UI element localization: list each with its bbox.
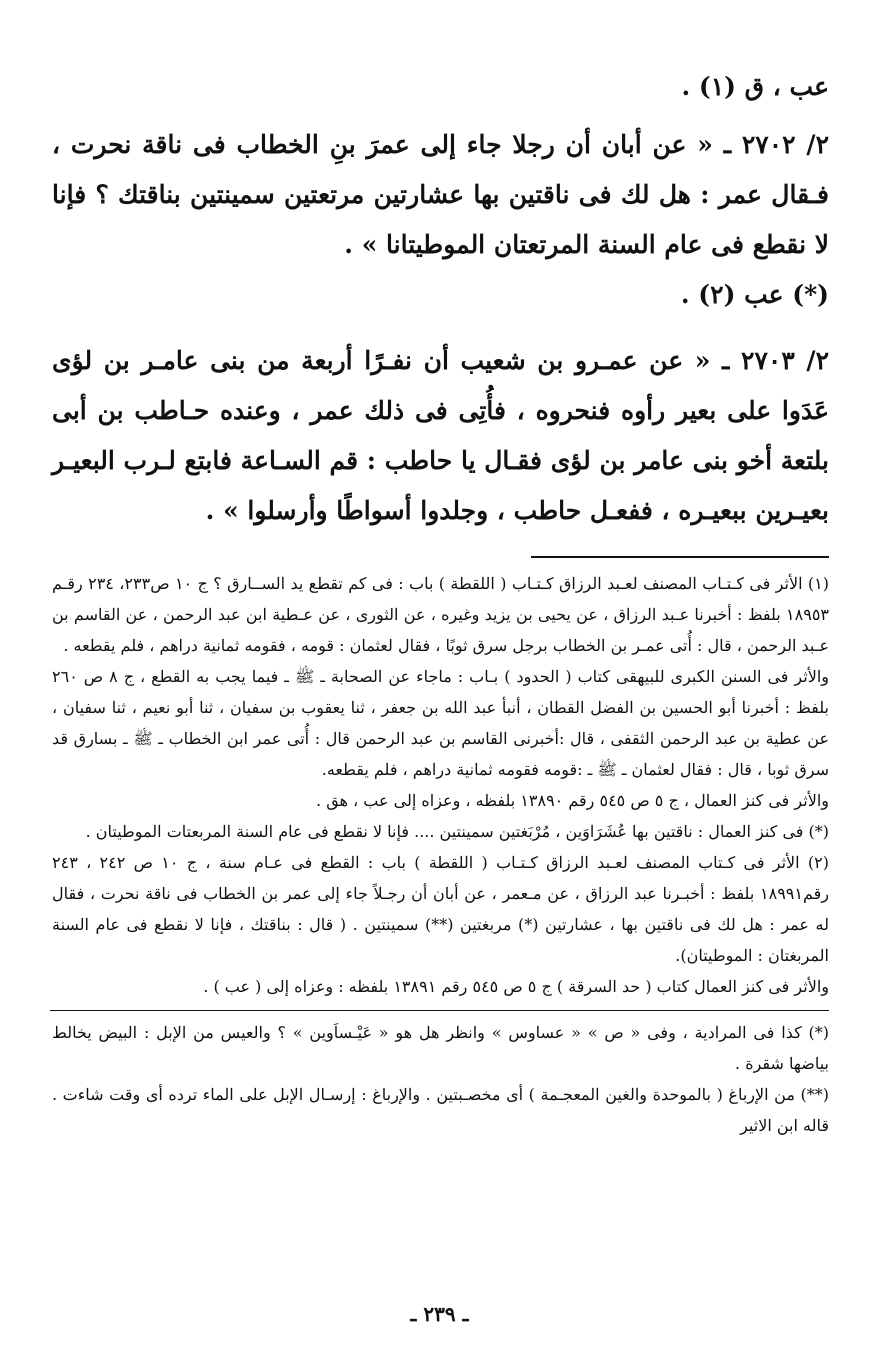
footnote-2: (٢) الأثر فى كـتاب المصنف لعـبد الرزاق كـتـاب ( اللقطة ) باب : القطع فى عـام سنة ، ج ١٠ ص ٢٤٢ ، ٢٤٣ رقم١٨٩٩١ بلفظ : أخبـرنا عبد الرزاق ، عن مـعمر ، عن أبان أن رجـلاً جاء إلى عمر بن الخطاب فى ناقة نحرت ، فقال له عمر : هل لك فى ناقتين بها ، عشارتين (*) مربغتين (**) سمينتين . ( قال : بناقتك ، فإنا لا نقطع فى عام السنة المربغتان : الموطيتان). xyxy=(52,853,830,965)
footnote-1-bayhaqi: والأثر فى السنن الكبرى للبيهقى كتاب ( الحدود ) بـاب : ماجاء عن الصحابة ـ ﷺ ـ فيما يجب به القطع ، ج ٨ ص ٢٦٠ بلفظ : أخبرنا أبو الحسين بن الفضل القطان ، أنبأ عبد الله بن جعفر ، ثنا يعقوب بن سفيان ، ثنا أبو نعيم ، ثنا سفيان ، عن عطية بن عبد الرحمن الثقفى ، قال :أخبرنى القاسم بن عبد الرحمن قال : أُتى عمر ابن الخطاب ـ ﷺ ـ بسارق قد سرق ثوبا ، قال : فقال لعثمان ـ ﷺ ـ :قومه فقومه ثمانية دراهم ، فلم يقطعه. xyxy=(52,667,830,779)
entry-2703: ٢/ ٢٧٠٣ ـ « عن عمـرو بن شعيب أن نفـرًا أربعة من بنى عامـر بن لؤى عَدَوا على بعير رأوه فنحروه ، فأُتِى فى ذلك عمر ، وعنده حـاطب بن أبى بلتعة أخو بنى عامر بن لؤى فقـال يا حاطب : قم السـاعة فابتع لـرب البعيـر بعيـرين ببعيـره ، ففعـل حاطب ، وجلدوا أسواطًا وأرسلوا » . xyxy=(52,346,829,525)
page-number: ـ ٢٣٩ ـ xyxy=(410,1302,469,1326)
footnote-star: (*) فى كنز العمال : ناقتين بها عُشَرَاوَين ، مُرْبَغتين سمينتين .... فإنا لا نقطع فى عام السنة المربعتات الموطيتان . xyxy=(85,822,829,841)
source-line-1: عب ، ق (١) . xyxy=(681,72,829,101)
footnotes xyxy=(52,568,829,1002)
note-double-star: (**) من الإرباغ ( بالموحدة والغين المعجـمة ) أى مخصـبتين . والإرباغ : إرسـال الإبل على الماء ترده أى وقت شاءت . قاله ابن الاثير xyxy=(52,1085,829,1135)
main-text xyxy=(52,62,829,536)
note-star: (*) كذا فى المرادية ، وفى « ص » « عساوس » وانظر هل هو « عَيْـساَوين » ؟ والعيس من الإبل : البيض يخالط بياضها شقرة . xyxy=(52,1023,829,1073)
source-line-2: (*) عب (٢) . xyxy=(680,280,829,309)
footnote-1: (١) الأثر فى كـتـاب المصنف لعـبد الرزاق كـتـاب ( اللقطة ) باب : فى كم تقطع يد الســارق ؟ ج ١٠ ص٢٣٣، ٢٣٤ رقـم ١٨٩٥٣ بلفظ : أخبرنا عـبد الرزاق ، عن يحيى بن يزيد وغيره ، عن الثورى ، عن عـطية ابن عبد الرحمن ، عن القاسم بن عـبد الرحمن ، قال : أُتى عمـر بن الخطاب برجل سرق ثوبًا ، فقال لعثمان : قومه ، فقومه ثمانية دراهم ، فلم يقطعه . xyxy=(52,574,830,655)
notes-divider xyxy=(50,1010,829,1011)
footnote-1-kanz: والأثر فى كنز العمال ، ج ٥ ص ٥٤٥ رقم ١٣٨٩٠ بلفظه ، وعزاه إلى عب ، هق . xyxy=(316,791,829,810)
footnote-2-kanz: والأثر فى كنز العمال كتاب ( حد السرقة ) ج ٥ ص ٥٤٥ رقم ١٣٨٩١ بلفظه : وعزاه إلى ( عب ) . xyxy=(203,977,829,996)
entry-2702: ٢/ ٢٧٠٢ ـ « عن أبان أن رجلا جاء إلى عمرَ بنِ الخطاب فى ناقة نحرت ، فـقال عمر : هل لك فى ناقتين بها عشارتين مرتعتين سمينتين بناقتك ؟ فإنا لا نقطع فى عام السنة المرتعتان الموطيتانا » . xyxy=(52,130,829,259)
footnote-divider xyxy=(531,556,829,558)
editor-notes xyxy=(52,1017,829,1141)
